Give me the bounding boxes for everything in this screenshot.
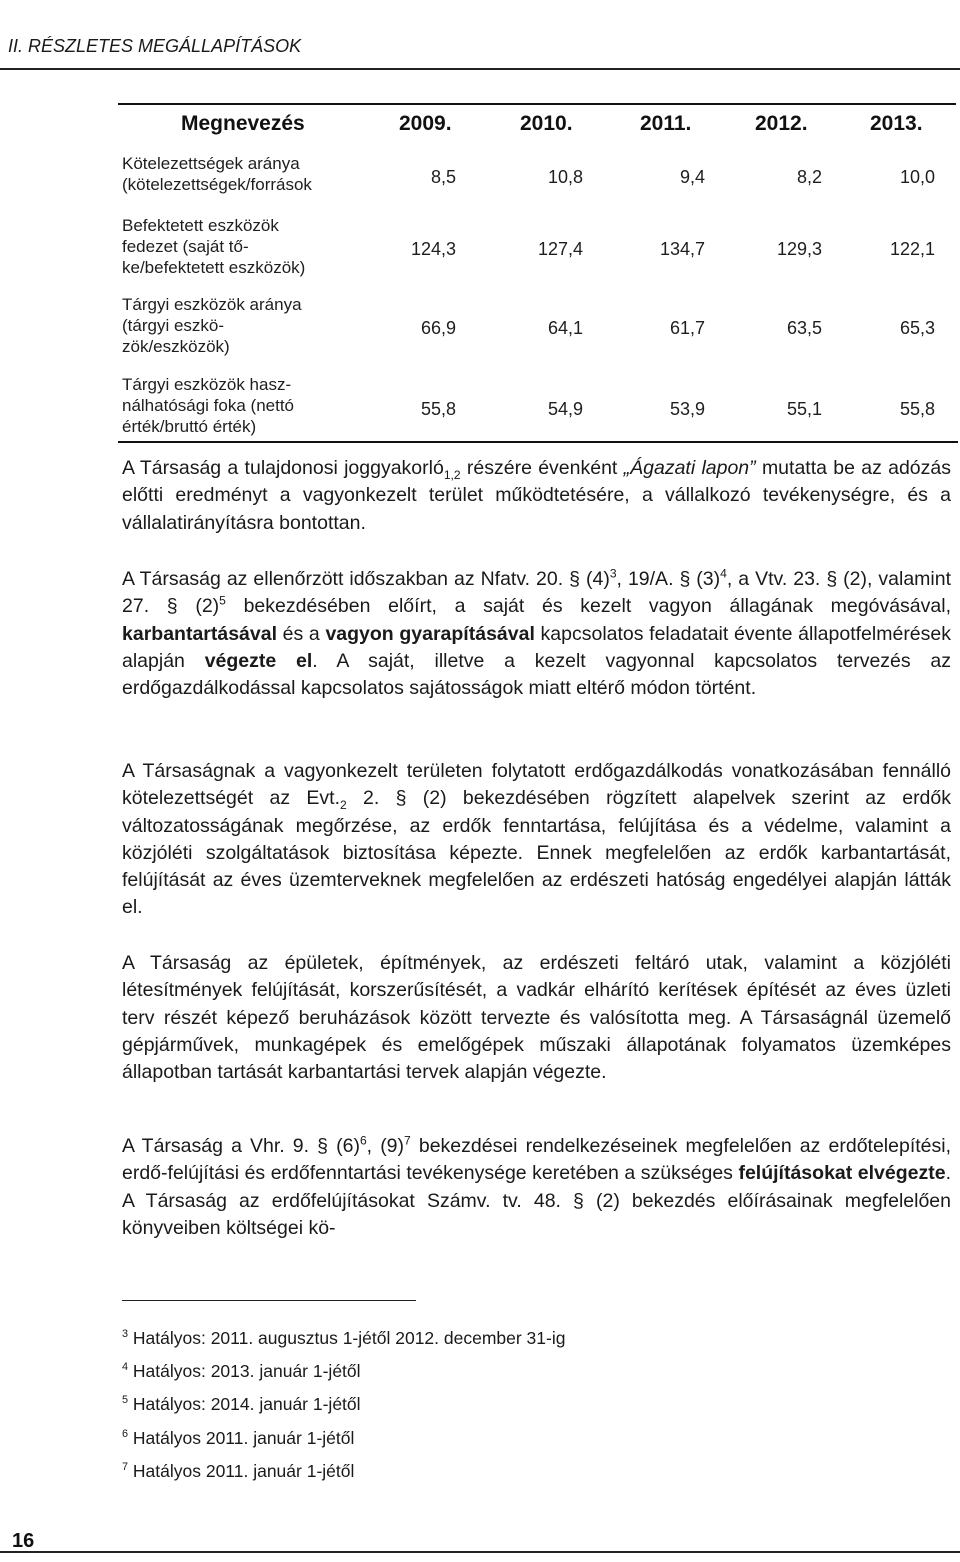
table-cell: 127,4 (537, 239, 583, 259)
table-cell: 10,0 (899, 167, 935, 187)
table-row-label: Tárgyi eszközök aránya (tárgyi eszkö- zök/eszközök) (122, 295, 302, 356)
running-head: II. RÉSZLETES MEGÁLLAPÍTÁSOK (8, 36, 302, 56)
table-header-year: 2009. (399, 112, 452, 135)
header-divider (0, 68, 960, 70)
table-cell: 55,8 (899, 399, 935, 419)
body-paragraph: A Társaság az ellenőrzött időszakban az Nfatv. 20. § $(4)^3$, 19/A. § $(3)^4$, a Vtv. 23. § (2), valamint 27. § $(2)^5$ bekezdésében előírt, a saját és kezelt vagyon állagának megóvásával, karbantartásával és a vagyon gyarapításával kapcsolatos feladatait évente állapotfelmérések alapján végezte el. A saját, illetve a kezelt vagyonnal kapcsolatos tervezés az erdőgazdálkodással kapcsolatos sajátosságok miatt eltérő módon történt. (122, 566, 952, 700)
table-row-label: Tárgyi eszközök hasz- nálhatósági foka (nettó érték/bruttó érték) (122, 375, 295, 436)
page-number: 16 (12, 1530, 35, 1552)
table-cell: 8,5 (430, 167, 456, 187)
table-top-rule (118, 103, 956, 105)
body-paragraph: A Társaságnak a vagyonkezelt területen folytatott erdőgazdálkodás vonatkozásában fennálló kötelezettségét az $Evt._2$ 2. § (2) bekezdésében rögzített alapelvek szerint az erdők változatosságának megőrzése, az erdők fenntartása, felújítása és a védelme, valamint a közjóléti szolgáltatások biztosítása képezte. Ennek megfelelően az erdők karbantartását, felújítását az éves üzemterveknek megfelelően az erdészeti hatóság engedélyei alapján látták el. (122, 760, 951, 919)
table-cell: 65,3 (899, 318, 935, 338)
footnote: $^6$ Hatályos 2011. január 1-jétől (122, 1428, 355, 1448)
table-header-year: 2012. (755, 112, 808, 135)
table-cell: 9,4 (679, 167, 705, 187)
footer-divider (0, 1551, 960, 1553)
table-cell: 54,9 (547, 399, 583, 419)
table-bottom-rule (118, 441, 958, 443)
table-cell: 63,5 (786, 318, 822, 338)
table-cell: 61,7 (669, 318, 705, 338)
table-header-year: 2010. (520, 112, 573, 135)
table-cell: 55,1 (786, 399, 822, 419)
table-row-label: Kötelezettségek aránya (kötelezettségek/források (122, 154, 312, 194)
body-paragraph: A Társaság az épületek, építmények, az erdészeti feltáró utak, valamint a közjóléti létesítmények felújítását, korszerűsítését, a vadkár elhárító kerítések építését az éves üzleti terv részét képező beruházások között tervezte és valósította meg. A Társaságnál üzemelő gépjárművek, munkagépek és emelőgépek műszaki állapotának folyamatos üzemképes állapotban tartását karbantartási tervek alapján végezte. (122, 952, 951, 1084)
table-cell: 124,3 (410, 239, 456, 259)
footnote: $^4$ Hatályos: 2013. január 1-jétől (122, 1361, 361, 1381)
body-paragraph: A Társaság a tulajdonosi joggyakorló$_{1,2}$ részére évenként „Ágazati lapon” mutatta be az adózás előtti eredményt a vagyonkezelt terület működtetésére, a vállalkozó tevékenységre, és a vállalatirányításra bontottan. (122, 457, 951, 534)
footnote: $^7$ Hatályos 2011. január 1-jétől (122, 1461, 355, 1481)
table-row-label: Befektetett eszközök fedezet (saját tő- ke/befektetett eszközök) (122, 216, 306, 277)
table-cell: 66,9 (420, 318, 456, 338)
table-cell: 8,2 (796, 167, 822, 187)
table-cell: 55,8 (420, 399, 456, 419)
table-cell: 134,7 (659, 239, 705, 259)
table-header-year: 2013. (870, 112, 923, 135)
table-cell: 64,1 (547, 318, 583, 338)
table-header-name: Megnevezés (181, 112, 305, 135)
footnote: $^5$ Hatályos: 2014. január 1-jétől (122, 1394, 361, 1414)
footnote-divider (122, 1300, 416, 1301)
body-paragraph: A Társaság a Vhr. 9. § $(6)^6$, $(9)^7$ bekezdései rendelkezéseinek megfelelően az erdőtelepítési, erdő-felújítási és erdőfenntartási tevékenysége keretében a szükséges felújításokat elvégezte. A Társaság az erdőfelújításokat Számv. tv. 48. § (2) bekezdés előírásainak megfelelően könyveiben költségei kö- (122, 1133, 952, 1239)
footnote: $^3$ Hatályos: 2011. augusztus 1-jétől 2012. december 31-ig (122, 1328, 566, 1348)
table-cell: 10,8 (547, 167, 583, 187)
table-cell: 129,3 (776, 239, 822, 259)
table-header-year: 2011. (640, 112, 692, 135)
table-cell: 122,1 (889, 239, 935, 259)
table-cell: 53,9 (669, 399, 705, 419)
